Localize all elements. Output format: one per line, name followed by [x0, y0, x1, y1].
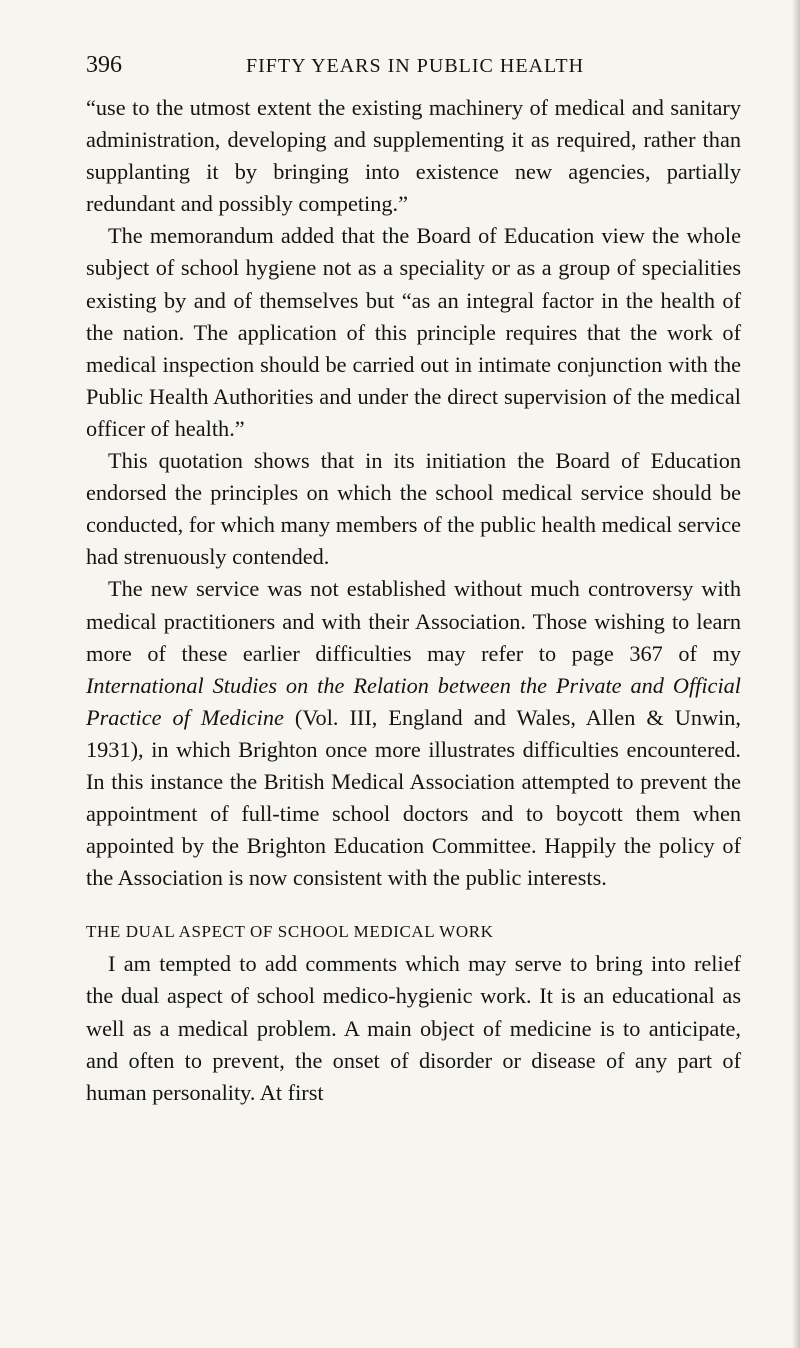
- book-page: [86, 52, 741, 1109]
- page-header: [86, 52, 741, 92]
- paragraph-dual-aspect: I am tempted to add comments which may serve to bring into relief the dual aspect of school medico-hygienic work. It is an educational as well as a medical problem. A main object of medicine is to anticipate, and often to prevent, the onset of disorder or disease of any part of human personality. At first: [86, 951, 741, 1105]
- page-number: 396: [86, 52, 122, 78]
- paragraph-memorandum: The memorandum added that the Board of Education view the whole subject of school hygiene not as a speciality or as a group of specialities existing by and of themselves but “as an integral factor in the health of the nation. The application of this principle requires that the work of medical inspection should be carried out in intimate conjunction with the Public Health Authorities and under the direct supervision of the medical officer of health.”: [86, 223, 741, 441]
- book-title-reference: International Studies on the Relation between the Private and Official Practice of Medicine: [86, 672, 741, 730]
- running-title: FIFTY YEARS IN PUBLIC HEALTH: [246, 55, 585, 77]
- paragraph-quotation-shows: This quotation shows that in its initiation the Board of Education endorsed the principles on which the school medical service should be conducted, for which many members of the public health medical service had strenuously contended.: [86, 448, 741, 570]
- paragraph-new-service: [86, 573, 741, 894]
- page-edge-shadow: [792, 0, 800, 1348]
- paragraph-new-service-text-b: (Vol. III, England and Wales, Allen & Unwin, 1931), in which Brighton once more illustrates difficulties encountered. In this instance the British Medical Association attempted to prevent the appointment of full-time school doctors and to boycott them when appointed by the Brighton Education Committee. Happily the policy of the Association is now consistent with the public interests.: [86, 704, 742, 891]
- paragraph-new-service-text-a: The new service was not established without much controversy with medical practitioners and with their Association. Those wishing to learn more of these earlier difficulties may refer to page 367 of my: [86, 576, 741, 666]
- section-heading: THE DUAL ASPECT OF SCHOOL MEDICAL WORK: [86, 922, 494, 942]
- paragraph-quote-continuation: “use to the utmost extent the existing machinery of medical and sanitary administration, developing and supplementing it as required, rather than supplanting it by bringing into existence new agencies, partially redundant and possibly competing.”: [86, 95, 741, 217]
